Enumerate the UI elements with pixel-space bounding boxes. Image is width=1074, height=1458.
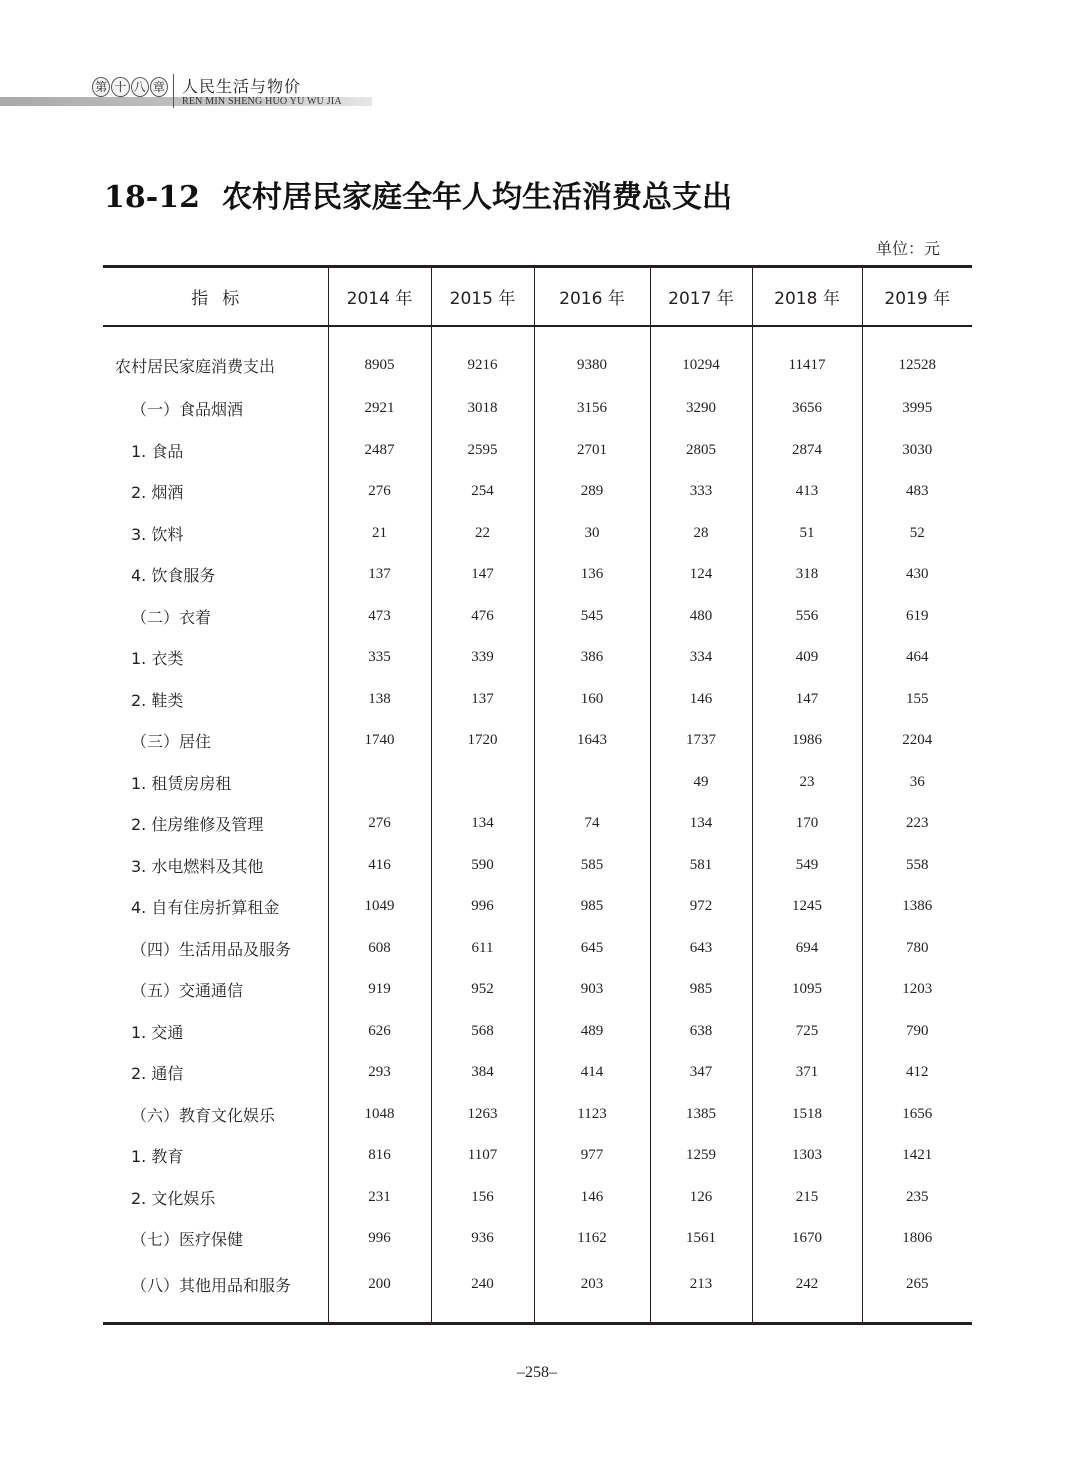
chapter-badge bbox=[92, 76, 168, 98]
cell-value: 9216 bbox=[431, 326, 534, 388]
cell-value: 318 bbox=[752, 554, 862, 596]
unit-label: 单位：元 bbox=[875, 239, 940, 258]
cell-value: 126 bbox=[650, 1177, 752, 1219]
row-label: 1. 衣类 bbox=[131, 649, 184, 669]
cell-value: 276 bbox=[328, 803, 431, 845]
cell-value: 2874 bbox=[752, 430, 862, 472]
table-row bbox=[103, 1177, 972, 1219]
cell-value: 333 bbox=[650, 471, 752, 513]
table-row bbox=[103, 845, 972, 887]
row-label: 1. 交通 bbox=[131, 1022, 184, 1042]
cell-value: 134 bbox=[431, 803, 534, 845]
cell-value: 215 bbox=[752, 1177, 862, 1219]
row-label: 1. 食品 bbox=[131, 441, 184, 461]
row-label: 2. 住房维修及管理 bbox=[131, 815, 264, 835]
cell-value: 412 bbox=[862, 1052, 972, 1094]
cell-value: 790 bbox=[862, 1011, 972, 1053]
cell-value: 694 bbox=[752, 928, 862, 970]
row-label: 农村居民家庭消费支出 bbox=[115, 357, 276, 376]
row-label: 1. 租赁房房租 bbox=[131, 773, 232, 793]
table-row bbox=[103, 1094, 972, 1136]
cell-value: 49 bbox=[650, 762, 752, 804]
cell-value: 1049 bbox=[328, 886, 431, 928]
running-header bbox=[0, 70, 400, 110]
row-label: 2. 烟酒 bbox=[131, 483, 184, 503]
cell-value: 22 bbox=[431, 513, 534, 555]
cell-value: 549 bbox=[752, 845, 862, 887]
row-label: 2. 鞋类 bbox=[131, 690, 184, 710]
cell-value bbox=[534, 762, 650, 804]
table-row bbox=[103, 1260, 972, 1324]
cell-value: 335 bbox=[328, 637, 431, 679]
cell-value: 1561 bbox=[650, 1218, 752, 1260]
cell-value: 2701 bbox=[534, 430, 650, 472]
row-label: （一）食品烟酒 bbox=[131, 400, 244, 420]
table-row bbox=[103, 1052, 972, 1094]
column-header-2015: 2015 年 bbox=[431, 267, 534, 327]
row-label: 4. 饮食服务 bbox=[131, 566, 216, 586]
cell-value: 235 bbox=[862, 1177, 972, 1219]
row-label: 4. 自有住房折算租金 bbox=[131, 898, 280, 918]
table-row bbox=[103, 928, 972, 970]
cell-value: 74 bbox=[534, 803, 650, 845]
cell-value: 590 bbox=[431, 845, 534, 887]
cell-value: 413 bbox=[752, 471, 862, 513]
table-row bbox=[103, 513, 972, 555]
cell-value: 1123 bbox=[534, 1094, 650, 1136]
column-header-2019: 2019 年 bbox=[862, 267, 972, 327]
cell-value: 608 bbox=[328, 928, 431, 970]
table-row bbox=[103, 326, 972, 388]
cell-value: 10294 bbox=[650, 326, 752, 388]
header-divider bbox=[173, 74, 174, 108]
cell-value: 1518 bbox=[752, 1094, 862, 1136]
cell-value: 977 bbox=[534, 1135, 650, 1177]
cell-value: 585 bbox=[534, 845, 650, 887]
table-row bbox=[103, 1218, 972, 1260]
table-row bbox=[103, 637, 972, 679]
row-label: （五）交通通信 bbox=[131, 981, 244, 1001]
cell-value: 2921 bbox=[328, 388, 431, 430]
cell-value: 1643 bbox=[534, 720, 650, 762]
cell-value: 30 bbox=[534, 513, 650, 555]
cell-value: 156 bbox=[431, 1177, 534, 1219]
cell-value: 134 bbox=[650, 803, 752, 845]
table-row bbox=[103, 1135, 972, 1177]
cell-value: 725 bbox=[752, 1011, 862, 1053]
cell-value: 254 bbox=[431, 471, 534, 513]
cell-value: 23 bbox=[752, 762, 862, 804]
cell-value: 147 bbox=[431, 554, 534, 596]
cell-value: 416 bbox=[328, 845, 431, 887]
cell-value: 1259 bbox=[650, 1135, 752, 1177]
cell-value: 3156 bbox=[534, 388, 650, 430]
cell-value: 170 bbox=[752, 803, 862, 845]
chapter-subtitle: REN MIN SHENG HUO YU WU JIA bbox=[182, 96, 342, 107]
cell-value: 21 bbox=[328, 513, 431, 555]
cell-value: 124 bbox=[650, 554, 752, 596]
cell-value: 476 bbox=[431, 596, 534, 638]
cell-value: 985 bbox=[650, 969, 752, 1011]
column-header-2018: 2018 年 bbox=[752, 267, 862, 327]
cell-value: 160 bbox=[534, 679, 650, 721]
cell-value: 1095 bbox=[752, 969, 862, 1011]
cell-value: 2487 bbox=[328, 430, 431, 472]
cell-value: 265 bbox=[862, 1260, 972, 1324]
cell-value: 51 bbox=[752, 513, 862, 555]
row-label: （六）教育文化娱乐 bbox=[131, 1105, 276, 1125]
cell-value: 581 bbox=[650, 845, 752, 887]
cell-value: 996 bbox=[431, 886, 534, 928]
chapter-char: 十 bbox=[111, 77, 129, 97]
cell-value: 1720 bbox=[431, 720, 534, 762]
cell-value: 1670 bbox=[752, 1218, 862, 1260]
cell-value: 1245 bbox=[752, 886, 862, 928]
table-row bbox=[103, 803, 972, 845]
cell-value: 12528 bbox=[862, 326, 972, 388]
cell-value: 200 bbox=[328, 1260, 431, 1324]
cell-value: 545 bbox=[534, 596, 650, 638]
cell-value: 952 bbox=[431, 969, 534, 1011]
cell-value: 919 bbox=[328, 969, 431, 1011]
cell-value: 903 bbox=[534, 969, 650, 1011]
cell-value: 137 bbox=[431, 679, 534, 721]
cell-value: 2805 bbox=[650, 430, 752, 472]
cell-value: 2595 bbox=[431, 430, 534, 472]
cell-value: 556 bbox=[752, 596, 862, 638]
cell-value: 1986 bbox=[752, 720, 862, 762]
cell-value: 1203 bbox=[862, 969, 972, 1011]
cell-value: 146 bbox=[650, 679, 752, 721]
cell-value: 414 bbox=[534, 1052, 650, 1094]
table-title-text: 农村居民家庭全年人均生活消费总支出 bbox=[221, 180, 732, 215]
cell-value: 626 bbox=[328, 1011, 431, 1053]
cell-value: 780 bbox=[862, 928, 972, 970]
table-row bbox=[103, 762, 972, 804]
cell-value bbox=[431, 762, 534, 804]
cell-value: 619 bbox=[862, 596, 972, 638]
cell-value: 276 bbox=[328, 471, 431, 513]
cell-value: 1737 bbox=[650, 720, 752, 762]
table-number: 18-12 bbox=[104, 180, 200, 215]
cell-value: 972 bbox=[650, 886, 752, 928]
cell-value: 223 bbox=[862, 803, 972, 845]
cell-value: 464 bbox=[862, 637, 972, 679]
cell-value: 611 bbox=[431, 928, 534, 970]
cell-value: 136 bbox=[534, 554, 650, 596]
cell-value: 147 bbox=[752, 679, 862, 721]
cell-value: 52 bbox=[862, 513, 972, 555]
cell-value: 293 bbox=[328, 1052, 431, 1094]
table-body bbox=[103, 326, 972, 1323]
cell-value: 384 bbox=[431, 1052, 534, 1094]
cell-value: 1421 bbox=[862, 1135, 972, 1177]
table-row bbox=[103, 388, 972, 430]
cell-value: 36 bbox=[862, 762, 972, 804]
expenditure-table bbox=[103, 265, 972, 1325]
row-label: 2. 通信 bbox=[131, 1064, 184, 1084]
row-label: （八）其他用品和服务 bbox=[103, 1260, 328, 1324]
cell-value: 138 bbox=[328, 679, 431, 721]
cell-value: 137 bbox=[328, 554, 431, 596]
cell-value: 28 bbox=[650, 513, 752, 555]
cell-value: 3030 bbox=[862, 430, 972, 472]
cell-value: 1303 bbox=[752, 1135, 862, 1177]
cell-value: 473 bbox=[328, 596, 431, 638]
cell-value: 9380 bbox=[534, 326, 650, 388]
chapter-char: 第 bbox=[92, 77, 110, 97]
cell-value: 1656 bbox=[862, 1094, 972, 1136]
cell-value: 339 bbox=[431, 637, 534, 679]
cell-value: 371 bbox=[752, 1052, 862, 1094]
table-header-row bbox=[103, 267, 972, 327]
column-header-2014: 2014 年 bbox=[328, 267, 431, 327]
cell-value: 558 bbox=[862, 845, 972, 887]
row-label: （二）衣着 bbox=[131, 607, 212, 627]
cell-value: 3018 bbox=[431, 388, 534, 430]
page-title bbox=[104, 172, 732, 216]
cell-value: 1385 bbox=[650, 1094, 752, 1136]
table-row bbox=[103, 886, 972, 928]
cell-value: 816 bbox=[328, 1135, 431, 1177]
cell-value: 483 bbox=[862, 471, 972, 513]
cell-value: 203 bbox=[534, 1260, 650, 1324]
cell-value: 936 bbox=[431, 1218, 534, 1260]
row-label: （三）居住 bbox=[131, 732, 212, 752]
row-label: 3. 水电燃料及其他 bbox=[131, 856, 264, 876]
column-header-2016: 2016 年 bbox=[534, 267, 650, 327]
table-row bbox=[103, 430, 972, 472]
cell-value: 568 bbox=[431, 1011, 534, 1053]
cell-value: 1740 bbox=[328, 720, 431, 762]
cell-value: 240 bbox=[431, 1260, 534, 1324]
cell-value: 430 bbox=[862, 554, 972, 596]
cell-value: 3290 bbox=[650, 388, 752, 430]
cell-value: 489 bbox=[534, 1011, 650, 1053]
cell-value: 409 bbox=[752, 637, 862, 679]
chapter-title: 人民生活与物价 bbox=[182, 77, 302, 96]
cell-value: 1263 bbox=[431, 1094, 534, 1136]
chapter-char: 八 bbox=[131, 77, 149, 97]
cell-value: 242 bbox=[752, 1260, 862, 1324]
table-row bbox=[103, 554, 972, 596]
cell-value: 1048 bbox=[328, 1094, 431, 1136]
table-row bbox=[103, 720, 972, 762]
row-label: （四）生活用品及服务 bbox=[131, 939, 292, 959]
row-label: （七）医疗保健 bbox=[131, 1230, 244, 1250]
row-label: 2. 文化娱乐 bbox=[131, 1188, 216, 1208]
cell-value: 2204 bbox=[862, 720, 972, 762]
table-row bbox=[103, 969, 972, 1011]
cell-value: 996 bbox=[328, 1218, 431, 1260]
cell-value: 347 bbox=[650, 1052, 752, 1094]
cell-value: 3656 bbox=[752, 388, 862, 430]
cell-value: 146 bbox=[534, 1177, 650, 1219]
column-header-2017: 2017 年 bbox=[650, 267, 752, 327]
cell-value: 8905 bbox=[328, 326, 431, 388]
cell-value: 1162 bbox=[534, 1218, 650, 1260]
cell-value: 231 bbox=[328, 1177, 431, 1219]
column-header-indicator: 指标 bbox=[103, 267, 328, 327]
cell-value: 480 bbox=[650, 596, 752, 638]
cell-value: 1806 bbox=[862, 1218, 972, 1260]
table-row bbox=[103, 471, 972, 513]
table-row bbox=[103, 1011, 972, 1053]
cell-value: 1107 bbox=[431, 1135, 534, 1177]
cell-value: 643 bbox=[650, 928, 752, 970]
table-row bbox=[103, 679, 972, 721]
cell-value: 386 bbox=[534, 637, 650, 679]
row-label: 1. 教育 bbox=[131, 1147, 184, 1167]
cell-value: 645 bbox=[534, 928, 650, 970]
cell-value: 1386 bbox=[862, 886, 972, 928]
cell-value: 155 bbox=[862, 679, 972, 721]
cell-value: 334 bbox=[650, 637, 752, 679]
cell-value: 3995 bbox=[862, 388, 972, 430]
cell-value: 289 bbox=[534, 471, 650, 513]
cell-value: 638 bbox=[650, 1011, 752, 1053]
cell-value: 11417 bbox=[752, 326, 862, 388]
cell-value bbox=[328, 762, 431, 804]
row-label: 3. 饮料 bbox=[131, 524, 184, 544]
data-table-wrapper bbox=[103, 265, 972, 1325]
page-number: –258– bbox=[517, 1364, 557, 1381]
cell-value: 213 bbox=[650, 1260, 752, 1324]
cell-value: 985 bbox=[534, 886, 650, 928]
table-row bbox=[103, 596, 972, 638]
chapter-char: 章 bbox=[150, 77, 168, 97]
